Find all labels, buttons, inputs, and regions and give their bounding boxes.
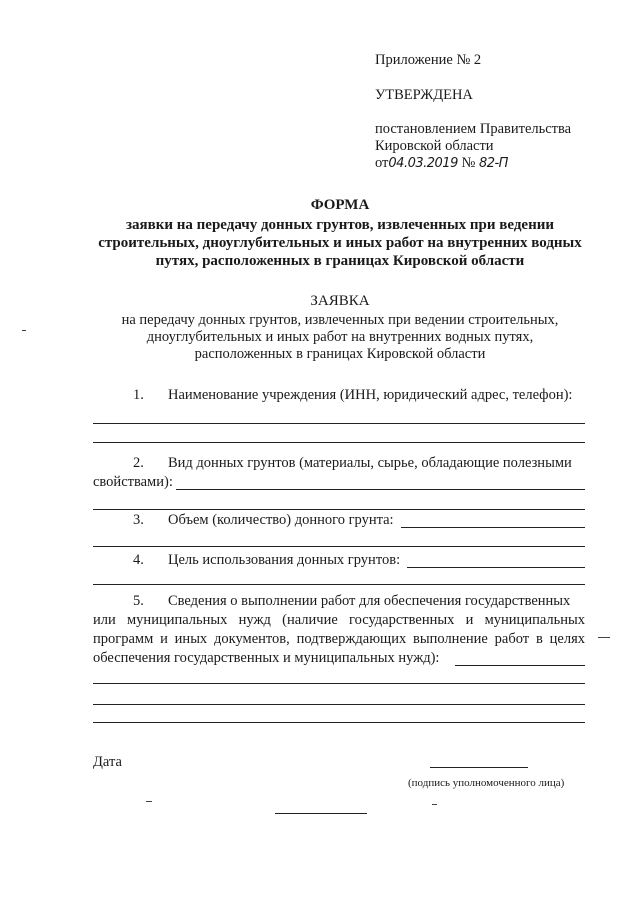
decree-line-1: постановлением Правительства	[375, 121, 572, 137]
item-5-text-cont-3: обеспечения государственных и муниципальных нужд):	[93, 650, 440, 666]
item-5-answer-line-3[interactable]	[93, 704, 585, 705]
decree-date-line	[375, 155, 508, 172]
item-1-number: 1.	[133, 387, 144, 403]
decree-number-sign: №	[461, 155, 476, 171]
approved-label: УТВЕРЖДЕНА	[375, 87, 473, 103]
item-1-text: Наименование учреждения (ИНН, юридический адрес, телефон):	[168, 387, 573, 403]
application-line-3: расположенных в границах Кировской области	[194, 346, 486, 362]
scan-speck	[22, 330, 26, 331]
item-3-text: Объем (количество) донного грунта:	[168, 512, 394, 528]
item-4-number: 4.	[133, 552, 144, 568]
application-line-1: на передачу донных грунтов, извлеченных при ведении строительных,	[121, 312, 559, 328]
form-heading: ФОРМА	[310, 197, 370, 213]
form-title-line-3: путях, расположенных в границах Кировской области	[155, 253, 525, 269]
application-heading: ЗАЯВКА	[310, 293, 370, 309]
item-3-answer-line-2[interactable]	[93, 546, 585, 547]
item-2-answer-line-1[interactable]	[176, 489, 585, 490]
decree-number: 82-П	[478, 156, 508, 171]
scan-speck	[432, 804, 437, 805]
bottom-rule	[275, 813, 367, 814]
date-label: Дата	[93, 754, 122, 770]
item-4-answer-line-2[interactable]	[93, 584, 585, 585]
decree-line-2: Кировской области	[375, 138, 494, 154]
item-1-answer-line-1[interactable]	[93, 423, 585, 424]
item-2-text-cont: свойствами):	[93, 474, 173, 490]
item-5-answer-line-2[interactable]	[93, 683, 585, 684]
item-2-answer-line-2[interactable]	[93, 509, 585, 510]
application-line-2: дноуглубительных и иных работ на внутренних водных путях,	[146, 329, 534, 345]
decree-prefix: от	[375, 155, 389, 171]
appendix-label: Приложение № 2	[375, 52, 482, 68]
item-4-answer-line-1[interactable]	[407, 567, 585, 568]
scan-speck	[598, 637, 610, 638]
item-2-text: Вид донных грунтов (материалы, сырье, обладающие полезными	[168, 455, 572, 471]
item-5-number: 5.	[133, 593, 144, 609]
decree-date: 04.03.2019	[388, 156, 458, 171]
item-3-number: 3.	[133, 512, 144, 528]
form-title-line-1: заявки на передачу донных грунтов, извлеченных при ведении	[125, 217, 555, 233]
item-4-text: Цель использования донных грунтов:	[168, 552, 401, 568]
item-5-answer-line-4[interactable]	[93, 722, 585, 723]
form-title-line-2: строительных, дноуглубительных и иных работ на внутренних водных	[98, 235, 582, 251]
item-5-text: Сведения о выполнении работ для обеспечения государственных	[168, 593, 571, 609]
item-3-answer-line-1[interactable]	[401, 527, 585, 528]
item-1-answer-line-2[interactable]	[93, 442, 585, 443]
scan-speck	[146, 801, 152, 802]
item-5-answer-line-1[interactable]	[455, 665, 585, 666]
item-2-number: 2.	[133, 455, 144, 471]
signature-caption: (подпись уполномоченного лица)	[408, 777, 565, 789]
item-5-text-cont-2: программ и иных документов, подтверждающих выполнение работ в целях	[93, 631, 585, 647]
signature-line[interactable]	[430, 767, 528, 768]
item-5-text-cont-1: или муниципальных нужд (наличие государственных и муниципальных	[93, 612, 585, 628]
